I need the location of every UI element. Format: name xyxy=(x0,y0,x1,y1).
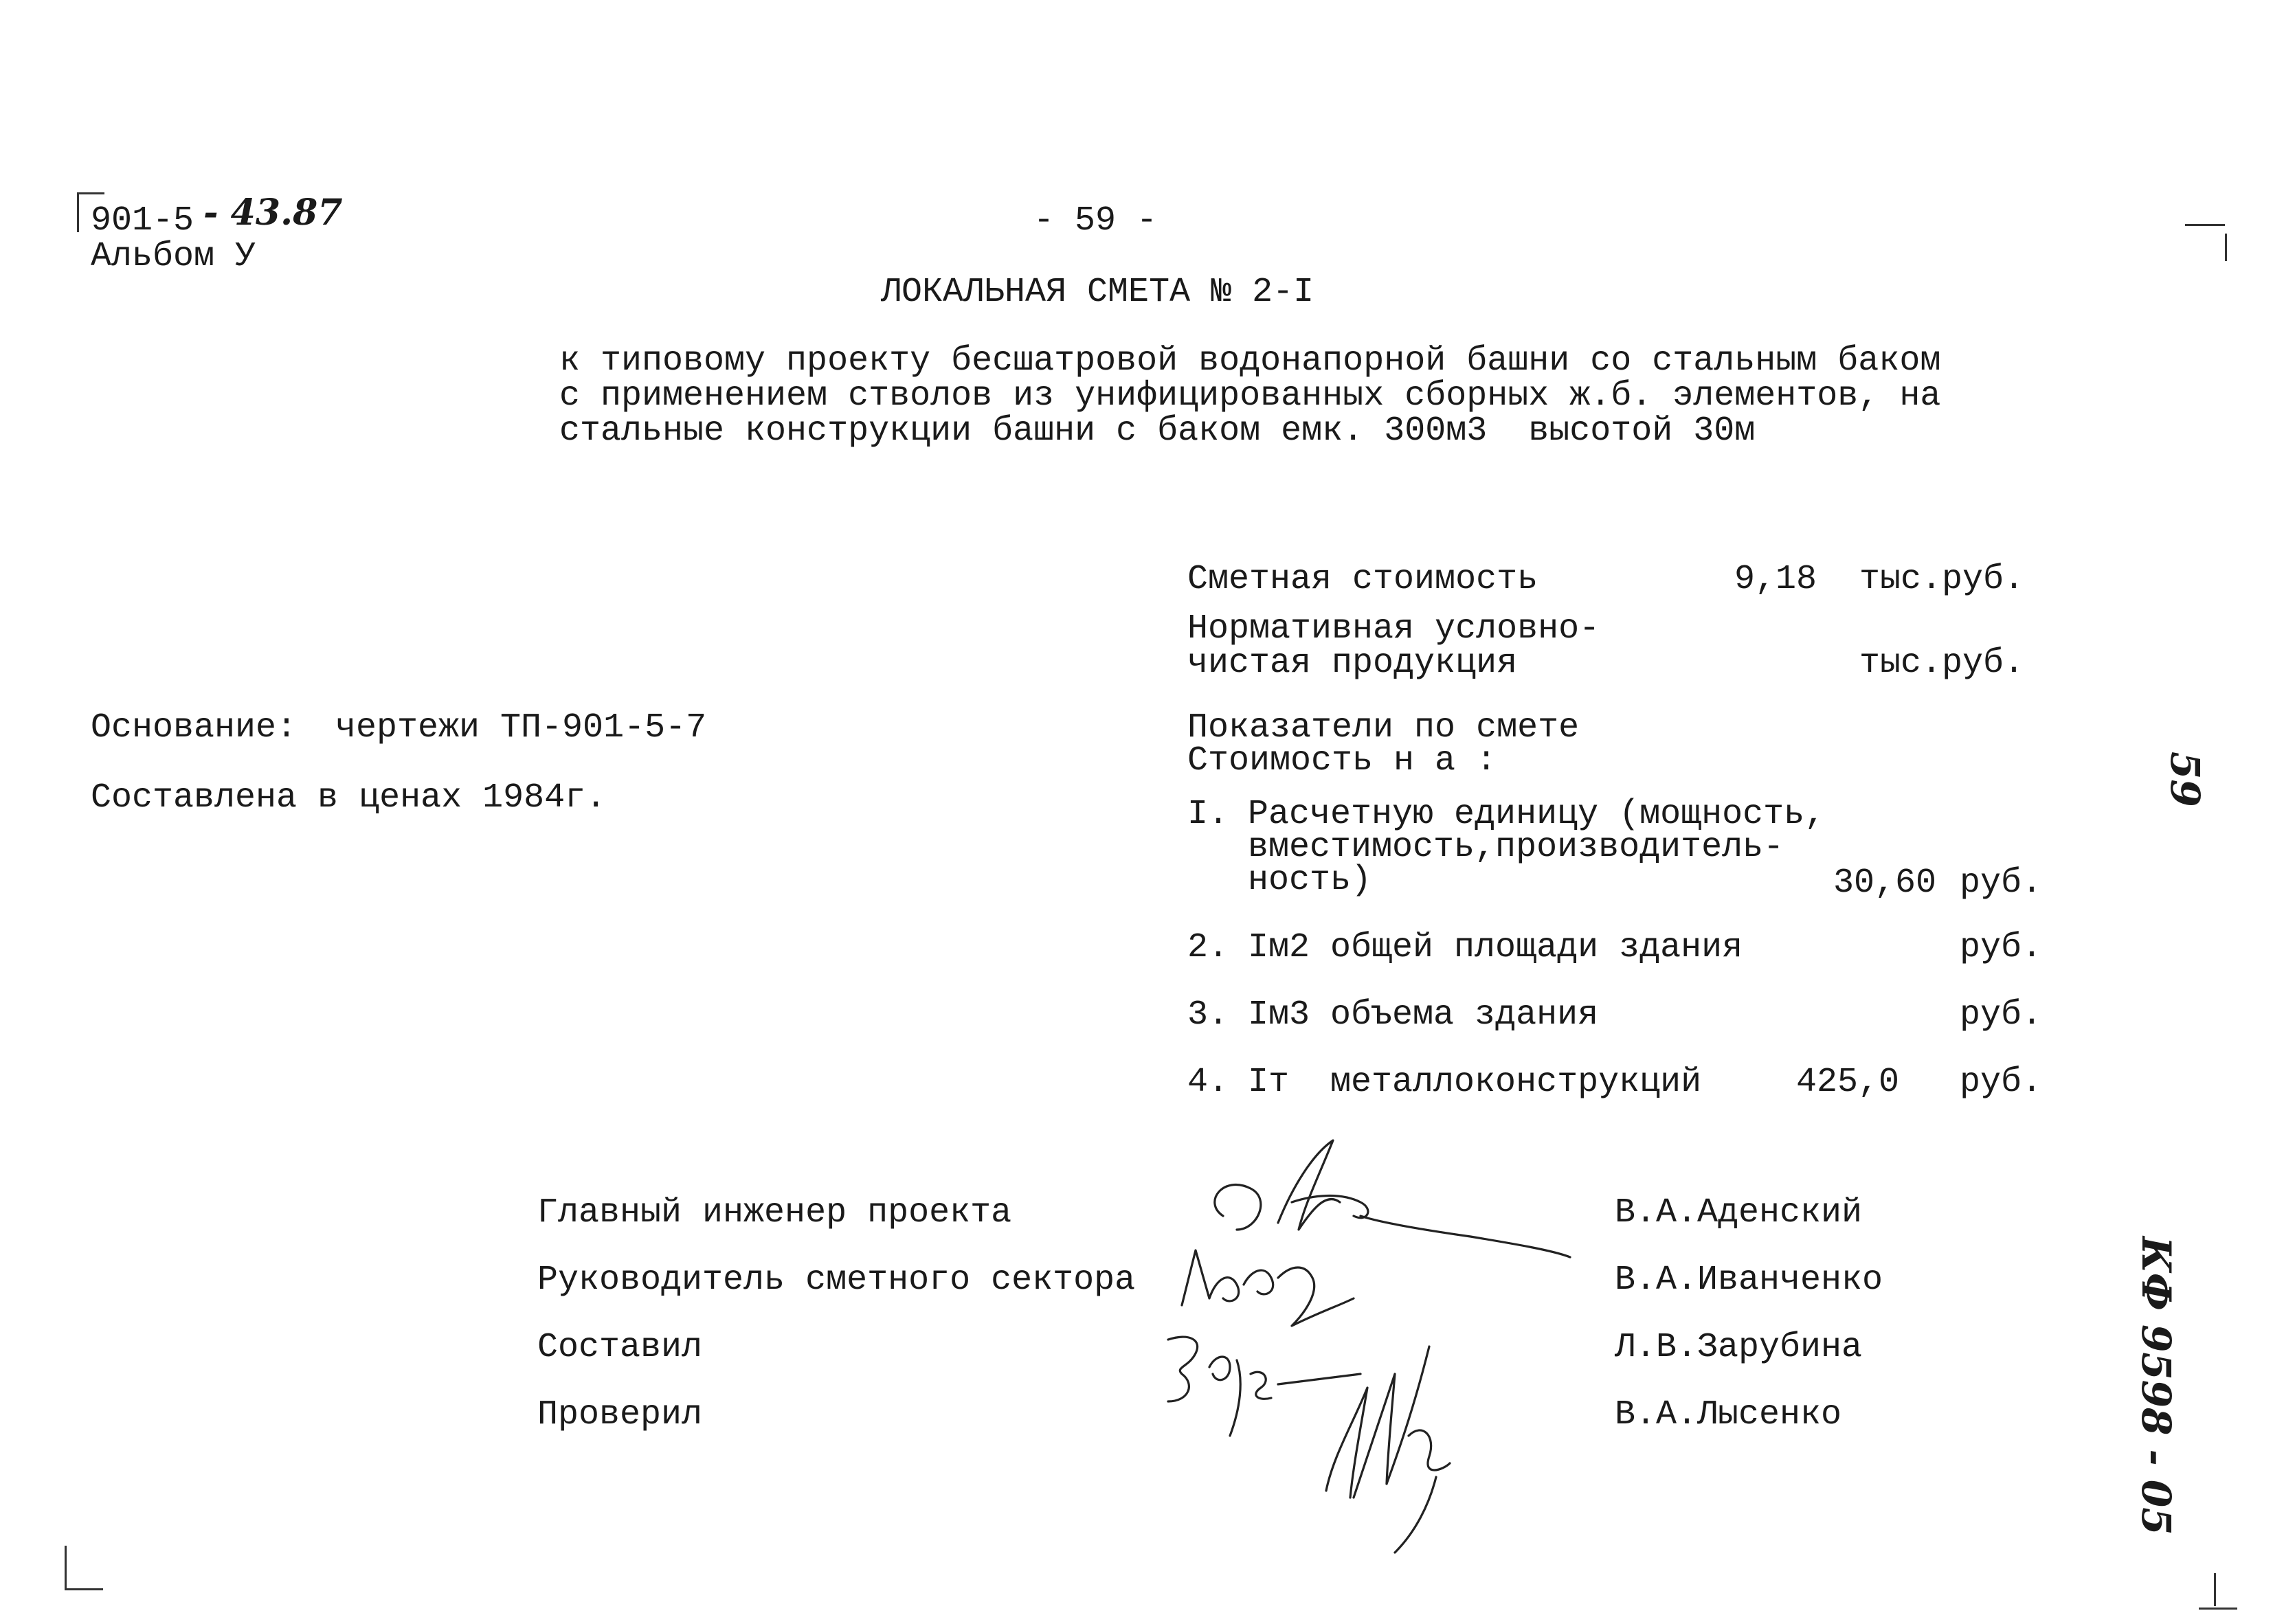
corner-mark-top-right xyxy=(2185,224,2225,226)
doc-number-typed: 901-5 xyxy=(91,201,194,240)
description-line-3: стальные конструкции башни с баком емк. 300м3 высотой 30м xyxy=(559,411,1756,451)
corner-mark-top-left xyxy=(77,192,79,232)
indicator-2-line-1: Iм2 общей площади здания xyxy=(1248,928,1743,967)
indicator-1-num: I. xyxy=(1187,795,1229,834)
corner-mark-bottom-left xyxy=(65,1546,67,1590)
indicators-heading-2: Стоимость н а : xyxy=(1187,741,1497,780)
normative-unit: тыс.руб. xyxy=(1859,644,2025,683)
doc-number-handwritten: - 43.87 xyxy=(203,192,343,234)
indicator-2-unit: руб. xyxy=(1960,928,2043,967)
indicator-3-num: 3. xyxy=(1187,995,1229,1035)
corner-mark-top-right-v xyxy=(2225,234,2227,261)
prices-note: Составлена в ценах 1984г. xyxy=(91,778,607,817)
corner-mark-bottom-right xyxy=(2199,1608,2237,1610)
description-line-1: к типовому проекту бесшатровой водонапорной башни со стальным баком xyxy=(559,341,1941,381)
signatory-name-3: Л.В.Зарубина xyxy=(1615,1328,1863,1367)
signatory-name-1: В.А.Аденский xyxy=(1615,1193,1863,1232)
signatory-name-4: В.А.Лысенко xyxy=(1615,1395,1842,1434)
corner-mark-bottom-right-v xyxy=(2214,1573,2216,1606)
signature-checker xyxy=(1306,1333,1484,1559)
indicator-1-line-2: вместимость,производитель- xyxy=(1248,828,1784,867)
normative-label-line-1: Нормативная условно- xyxy=(1187,609,1600,649)
signatory-role-3: Составил xyxy=(537,1328,703,1367)
signatory-role-2: Руководитель сметного сектора xyxy=(537,1261,1136,1300)
indicator-2-num: 2. xyxy=(1187,928,1229,967)
basis-value: чертежи ТП-901-5-7 xyxy=(335,708,707,747)
indicator-1-value: 30,60 xyxy=(1833,864,1937,903)
indicator-4-unit: руб. xyxy=(1960,1063,2043,1102)
basis-label: Основание: xyxy=(91,708,298,747)
indicator-4-value: 425,0 xyxy=(1796,1063,1900,1102)
estimated-cost-label: Сметная стоимость xyxy=(1187,560,1538,599)
indicator-4-line-1: Iт металлоконструкций xyxy=(1248,1063,1702,1102)
signatory-role-4: Проверил xyxy=(537,1395,703,1434)
indicator-1-line-1: Расчетную единицу (мощность, xyxy=(1248,795,1826,834)
description-line-2: с применением стволов из унифицированных сборных ж.б. элементов, на xyxy=(559,376,1941,416)
indicator-4-num: 4. xyxy=(1187,1063,1229,1102)
normative-label-line-2: чистая продукция xyxy=(1187,644,1518,683)
indicators-heading-1: Показатели по смете xyxy=(1187,708,1580,747)
estimated-cost-value: 9,18 xyxy=(1734,560,1817,599)
estimate-heading: ЛОКАЛЬНАЯ СМЕТА № 2-I xyxy=(881,273,1314,312)
signatory-role-1: Главный инженер проекта xyxy=(537,1193,1012,1232)
page-number: - 59 - xyxy=(1033,201,1158,240)
indicator-1-unit: руб. xyxy=(1960,864,2043,903)
indicator-3-unit: руб. xyxy=(1960,995,2043,1035)
margin-archive-code: КФ 9598 - 05 xyxy=(2133,1237,2180,1535)
estimated-cost-unit: тыс.руб. xyxy=(1859,560,2025,599)
margin-page-number: 59 xyxy=(2162,752,2208,807)
corner-mark-bottom-left-h xyxy=(65,1588,103,1590)
album-label: Альбом У xyxy=(91,237,256,276)
corner-mark-top-left-h xyxy=(77,192,104,194)
indicator-3-line-1: Iм3 объема здания xyxy=(1248,995,1599,1035)
signatory-name-2: В.А.Иванченко xyxy=(1615,1261,1883,1300)
indicator-1-line-3: ность) xyxy=(1248,861,1372,900)
